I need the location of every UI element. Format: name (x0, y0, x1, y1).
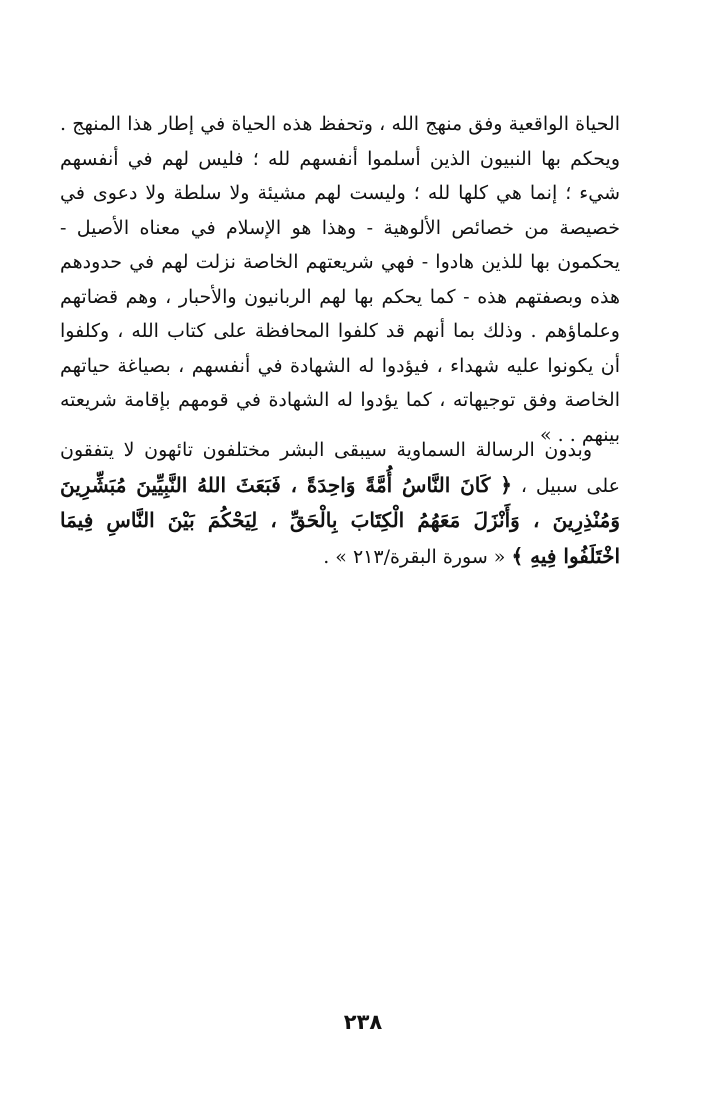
body-paragraph-2 (60, 433, 620, 574)
page-number: ٢٣٨ (343, 1010, 383, 1034)
paragraph-2-lead-text: وبدون الرسالة السماوية سيبقى البشر مختلفون تائهون لا يتفقون على سبيل ، (60, 439, 620, 497)
verse-citation: « سورة البقرة/٢١٣ » . (323, 545, 506, 568)
quran-verse: ﴿ كَانَ النَّاسُ أُمَّةً وَاحِدَةً ، فَبَعَثَ اللهُ النَّبِيِّينَ مُبَشِّرِينَ وَمُنْذِرِينَ ، وَأَنْزَلَ مَعَهُمُ الْكِتَابَ بِالْحَقِّ ، لِيَحْكُمَ بَيْنَ النَّاسِ فِيمَا اخْتَلَفُوا فِيهِ ﴾ (60, 472, 620, 568)
body-paragraph-1: الحياة الواقعية وفق منهج الله ، وتحفظ هذه الحياة في إطار هذا المنهج . ويحكم بها النبيون الذين أسلموا أنفسهم لله ؛ فليس لهم في أنفسهم شيء ؛ إنما هي كلها لله ؛ وليست لهم مشيئة ولا سلطة ولا دعوى في خصيصة من خصائص الألوهية - وهذا هو الإسلام في معناه الأصيل - يحكمون بها للذين هادوا - فهي شريعتهم الخاصة نزلت لهم في حدودهم هذه وبصفتهم هذه - كما يحكم بها لهم الربانيون والأحبار ، وهم قضاتهم وعلماؤهم . وذلك بما أنهم قد كلفوا المحافظة على كتاب الله ، وكلفوا أن يكونوا عليه شهداء ، فيؤدوا له الشهادة في أنفسهم ، بصياغة حياتهم الخاصة وفق توجيهاته ، كما يؤدوا له الشهادة في قومهم بإقامة شريعته بينهم . . » (60, 113, 620, 446)
